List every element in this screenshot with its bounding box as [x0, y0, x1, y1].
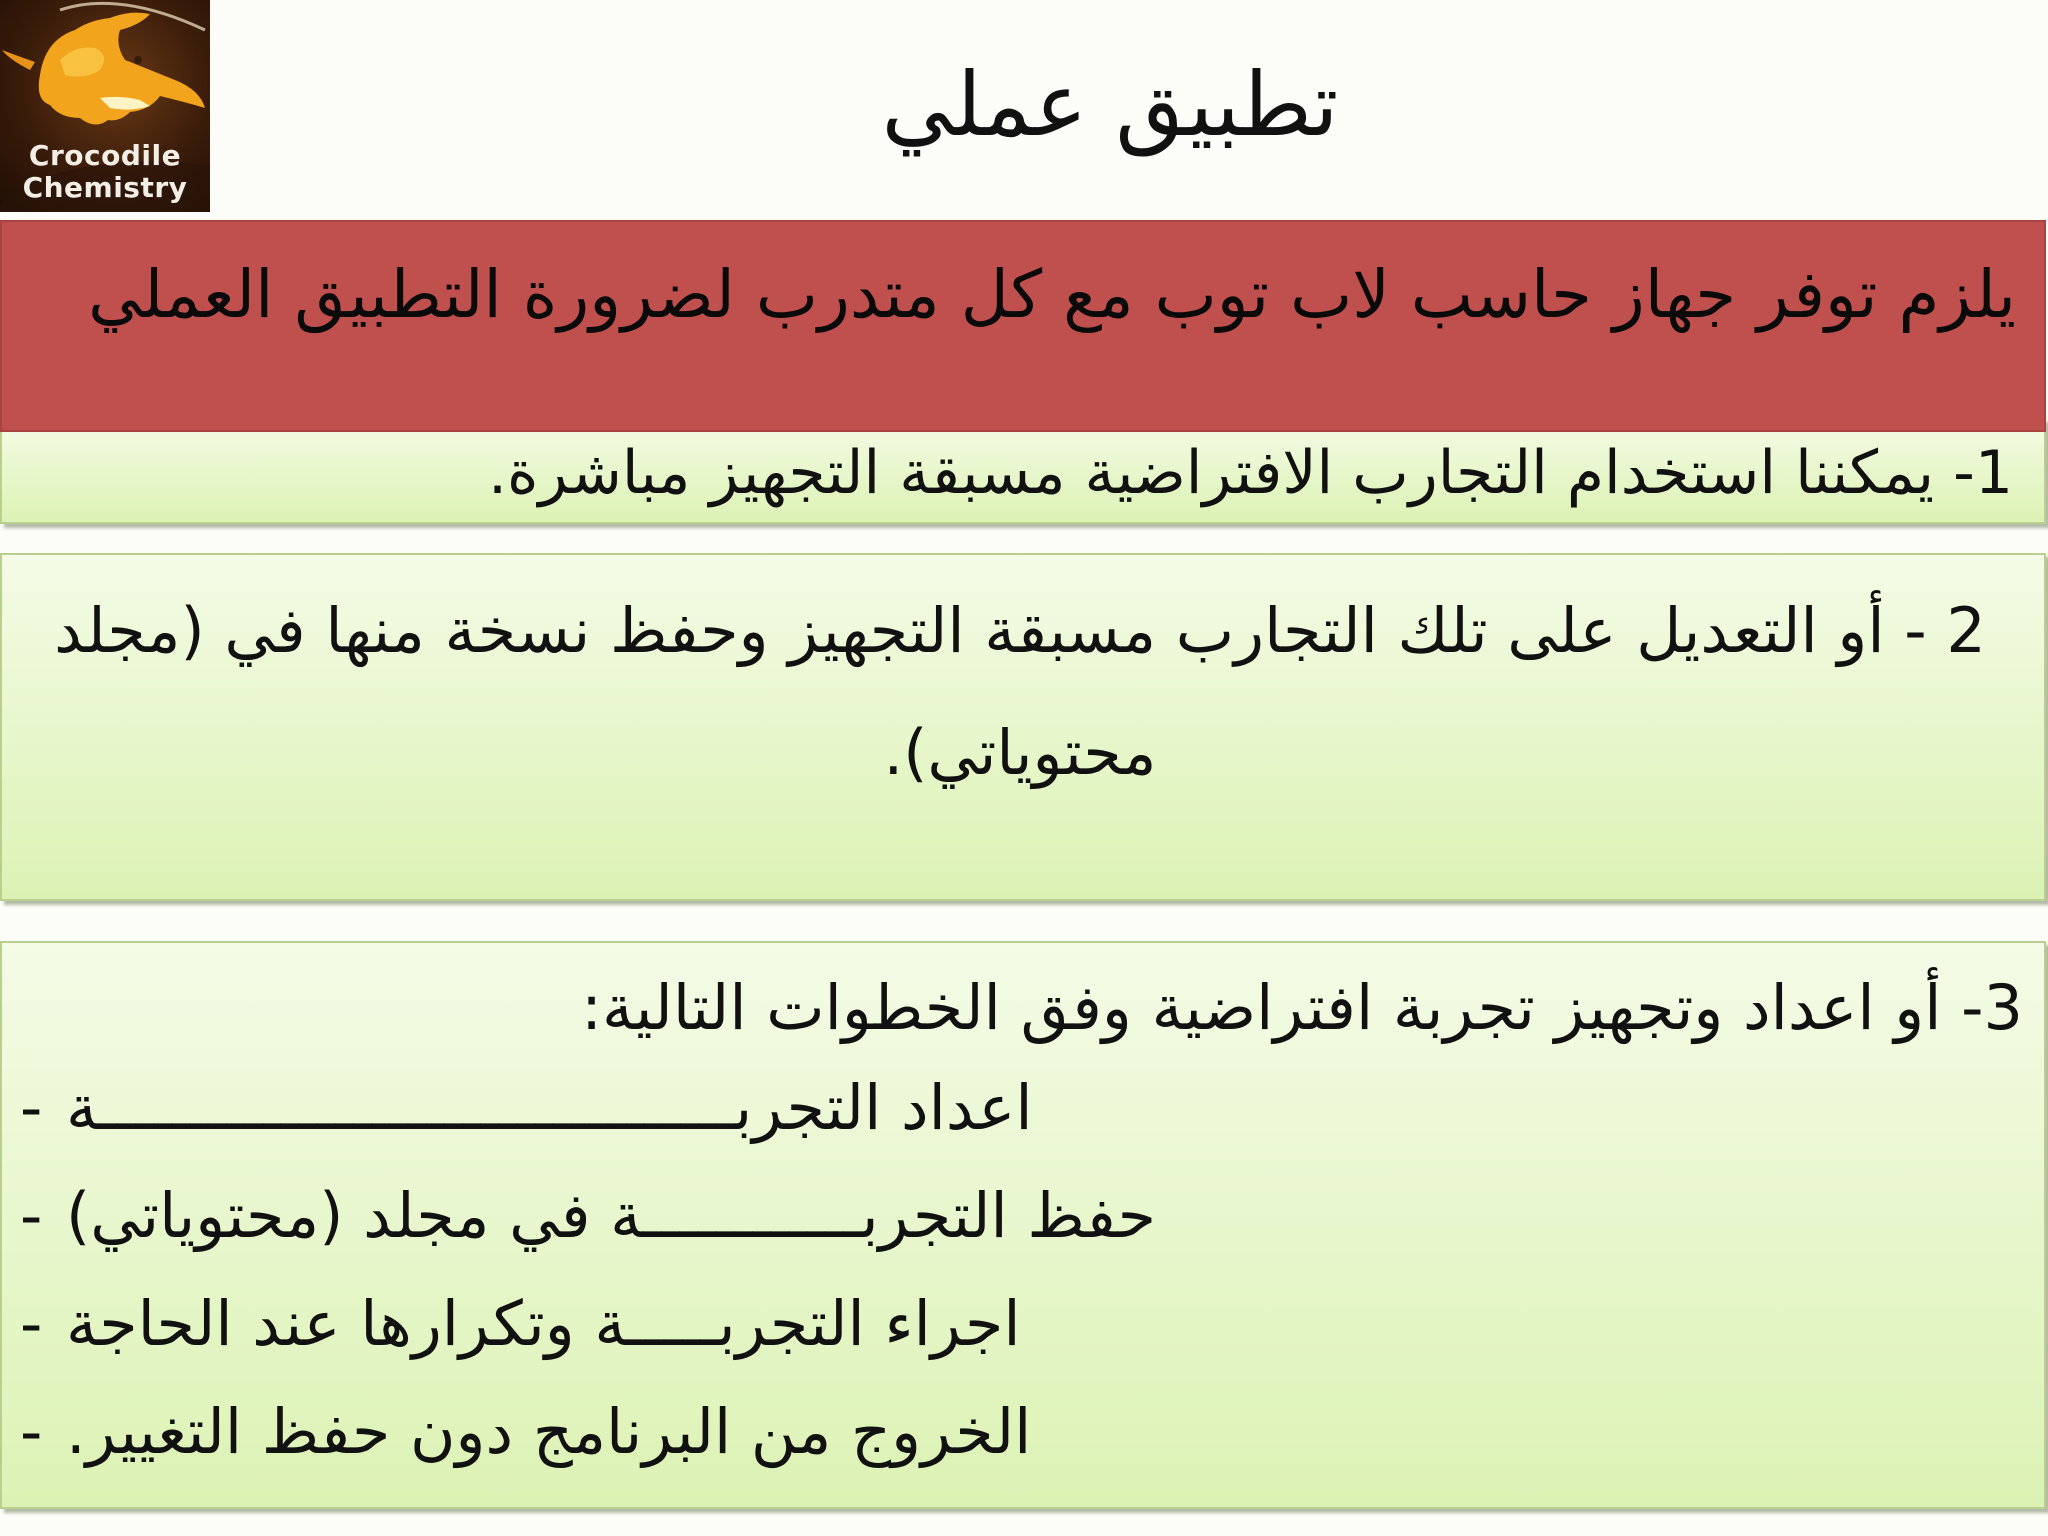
step-text: الخروج من البرنامج دون حفظ التغيير.: [66, 1395, 1032, 1468]
step-item: [20, 1058, 1420, 1158]
step-dash: -: [20, 1287, 43, 1360]
step-text: حفظ التجربــــــــــــة في مجلد (محتوياتي): [66, 1179, 1156, 1252]
option1-text: 1- يمكننا استخدام التجارب الافتراضية مسبقة التجهيز مباشرة.: [487, 438, 2013, 508]
logo-text-line1: Crocodile: [28, 139, 182, 172]
option3-heading: 3- أو اعداد وتجهيز تجربة افتراضية وفق الخطوات التالية:: [581, 971, 2023, 1044]
option2-text: 2 - أو التعديل على تلك التجارب مسبقة التجهيز وحفظ نسخة منها في (مجلد محتوياتي).: [54, 594, 1986, 789]
step-text: اعداد التجربـــــــــــــــــــــــــــــــــــة: [66, 1071, 1033, 1144]
requirement-banner: يلزم توفر جهاز حاسب لاب توب مع كل متدرب لضرورة التطبيق العملي: [0, 220, 2046, 432]
step-dash: -: [20, 1395, 43, 1468]
step-text: اجراء التجربـــــة وتكرارها عند الحاجة: [66, 1287, 1021, 1360]
crocodile-chemistry-logo: [0, 0, 210, 212]
page-title: تطبيق عملي: [881, 53, 1339, 156]
logo-text-line2: Chemistry: [22, 171, 188, 204]
step-item: [20, 1274, 1420, 1374]
step-dash: -: [20, 1179, 43, 1252]
step-item: [20, 1166, 1420, 1266]
step-dash: -: [20, 1071, 43, 1144]
step-item: [20, 1382, 1420, 1482]
